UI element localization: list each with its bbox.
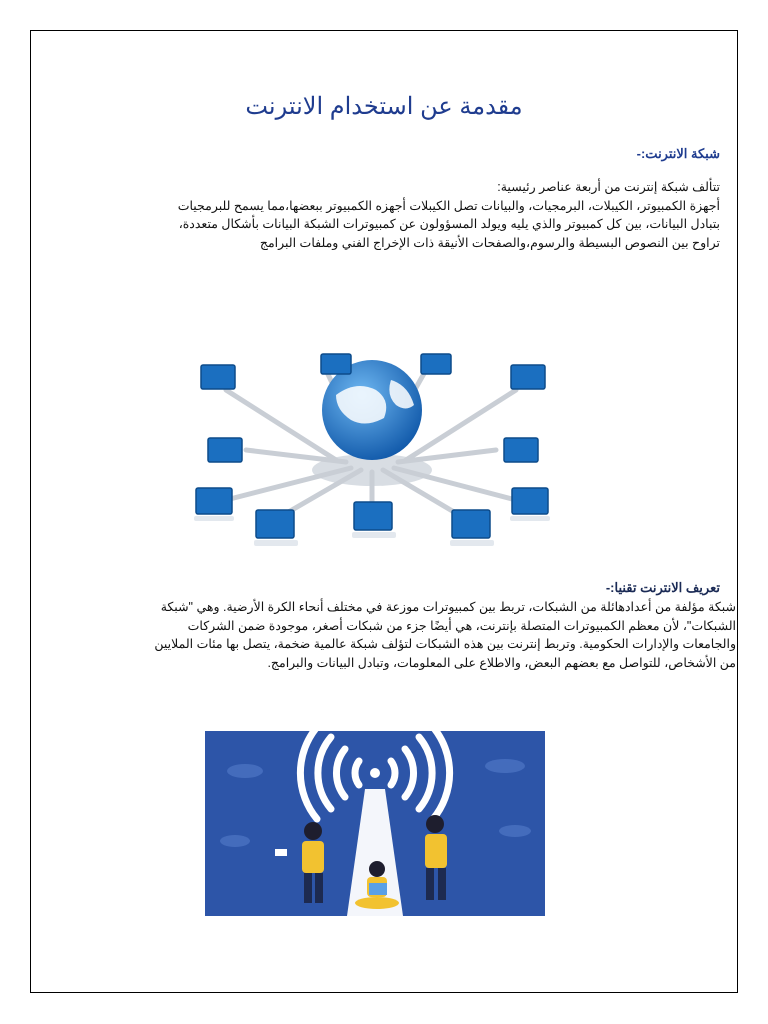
section-heading-internet-network: شبكة الانترنت:- xyxy=(636,146,720,161)
paragraph-line: بتبادل البيانات، بين كل كمبيوتر والذي يليه ويولد المسؤولون عن كمبيوترات الشبكة البيانات بأشكال متعددة، xyxy=(178,217,720,231)
paragraph-line: شبكة مؤلفة من أعدادهائلة من الشبكات، تربط بين كمبيوترات موزعة في مختلف أنحاء الكرة الأرضية. وهي "شبكة xyxy=(160,600,736,614)
paragraph-line: أجهزة الكمبيوتر، الكيبلات، البرمجيات، والبيانات تصل الكيبلات أجهزه الكمبيوتر ببعضها،مما يسمح للبرمجيات xyxy=(177,198,720,213)
section2-paragraph xyxy=(36,598,736,672)
paragraph-line: تتألف شبكة إنترنت من أربعة عناصر رئيسية: xyxy=(497,180,720,194)
paragraph-line: من الأشخاص، للتواصل مع بعضهم البعض، والاطلاع على المعلومات، وتبادل البيانات والبرامج. xyxy=(267,655,736,670)
wifi-people-illustration xyxy=(205,731,545,916)
section-heading-technical-definition: تعريف الانترنت تقنيا:- xyxy=(605,580,720,595)
paragraph-line: والجامعات والإدارات الحكومية. وتربط إنترنت بين هذه الشبكات لتؤلف شبكة عالمية ضخمة، يتصل بها مئات الملايين xyxy=(154,637,736,651)
page-title: مقدمة عن استخدام الانترنت xyxy=(245,93,523,120)
section1-paragraph xyxy=(40,178,720,252)
paragraph-line: تراوح بين النصوص البسيطة والرسوم،والصفحات الأنيقة ذات الإخراج الفني وملفات البرامج xyxy=(259,235,720,250)
paragraph-line: الشبكات"، لأن معظم الكمبيوترات المتصلة بإنترنت، هي أيضًا جزء من شبكات أصغر، موجودة ضمن الشركات xyxy=(187,618,736,633)
network-globe-illustration xyxy=(186,350,558,555)
